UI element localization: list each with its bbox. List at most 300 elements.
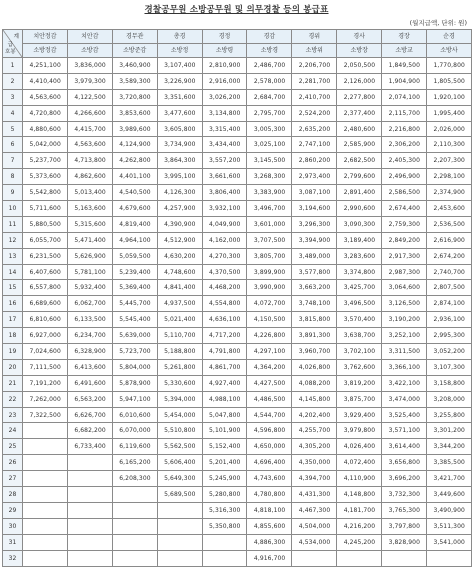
salary-cell: 2,026,000 xyxy=(427,121,472,137)
salary-cell: 5,781,100 xyxy=(67,264,112,280)
salary-cell: 3,601,000 xyxy=(247,216,292,232)
salary-cell: 4,072,400 xyxy=(337,455,382,471)
salary-cell: 2,740,700 xyxy=(427,264,472,280)
salary-cell: 2,277,800 xyxy=(337,89,382,105)
rank-header-police: 경무관 xyxy=(112,30,157,44)
salary-cell: 5,932,400 xyxy=(67,280,112,296)
salary-cell: 3,614,400 xyxy=(382,439,427,455)
salary-cell: 3,875,700 xyxy=(337,391,382,407)
table-row xyxy=(3,248,472,264)
salary-cell: 2,995,300 xyxy=(427,328,472,344)
salary-cell: 3,638,700 xyxy=(337,328,382,344)
table-row xyxy=(3,518,472,534)
salary-cell xyxy=(23,439,68,455)
salary-cell: 3,090,300 xyxy=(337,216,382,232)
table-row xyxy=(3,550,472,566)
salary-cell: 3,720,800 xyxy=(112,89,157,105)
salary-cell: 3,853,600 xyxy=(112,105,157,121)
salary-cell: 4,468,200 xyxy=(202,280,247,296)
table-row xyxy=(3,423,472,439)
grade-cell: 22 xyxy=(3,391,23,407)
grade-cell: 20 xyxy=(3,359,23,375)
table-body xyxy=(3,58,472,567)
grade-cell: 1 xyxy=(3,58,23,74)
salary-cell: 4,886,300 xyxy=(247,534,292,550)
salary-cell: 4,124,900 xyxy=(112,137,157,153)
rank-header-police: 치안정감 xyxy=(23,30,68,44)
salary-cell: 3,449,600 xyxy=(427,487,472,503)
salary-cell: 5,471,400 xyxy=(67,232,112,248)
salary-cell: 5,013,400 xyxy=(67,185,112,201)
salary-cell: 4,364,200 xyxy=(247,359,292,375)
salary-cell: 4,255,700 xyxy=(292,423,337,439)
salary-cell: 5,639,000 xyxy=(112,328,157,344)
salary-cell: 5,445,700 xyxy=(112,296,157,312)
salary-cell: 4,512,900 xyxy=(157,232,202,248)
salary-cell: 4,431,300 xyxy=(292,487,337,503)
salary-cell xyxy=(112,534,157,550)
rank-header-police: 경장 xyxy=(382,30,427,44)
salary-cell: 3,990,900 xyxy=(247,280,292,296)
salary-cell: 6,010,600 xyxy=(112,407,157,423)
salary-cell: 2,807,500 xyxy=(427,280,472,296)
salary-cell: 4,916,700 xyxy=(247,550,292,566)
table-row xyxy=(3,121,472,137)
salary-cell: 2,216,800 xyxy=(382,121,427,137)
salary-cell: 3,351,600 xyxy=(157,89,202,105)
salary-cell: 3,571,100 xyxy=(382,423,427,439)
salary-cell: 5,110,700 xyxy=(157,328,202,344)
salary-cell: 4,717,200 xyxy=(202,328,247,344)
salary-cell: 3,366,100 xyxy=(382,359,427,375)
salary-cell: 4,819,400 xyxy=(112,216,157,232)
salary-cell: 6,062,700 xyxy=(67,296,112,312)
salary-cell: 3,828,900 xyxy=(382,534,427,550)
salary-cell: 3,805,700 xyxy=(247,248,292,264)
salary-cell: 3,979,300 xyxy=(67,73,112,89)
salary-cell: 5,042,000 xyxy=(23,137,68,153)
salary-cell: 5,330,600 xyxy=(157,375,202,391)
salary-cell: 6,810,600 xyxy=(23,312,68,328)
salary-cell: 4,630,200 xyxy=(157,248,202,264)
salary-cell: 5,878,900 xyxy=(112,375,157,391)
table-row xyxy=(3,391,472,407)
grade-cell: 10 xyxy=(3,201,23,217)
salary-cell: 3,762,600 xyxy=(337,359,382,375)
salary-cell: 4,596,800 xyxy=(247,423,292,439)
grade-cell: 32 xyxy=(3,550,23,566)
salary-cell: 2,405,300 xyxy=(382,153,427,169)
rank-header-fire: 소방정감 xyxy=(23,44,68,58)
salary-cell: 5,350,800 xyxy=(202,518,247,534)
salary-cell: 3,797,800 xyxy=(382,518,427,534)
grade-cell: 30 xyxy=(3,518,23,534)
salary-cell: 3,734,900 xyxy=(157,137,202,153)
salary-cell xyxy=(67,550,112,566)
salary-cell: 5,649,300 xyxy=(157,471,202,487)
salary-cell: 4,486,500 xyxy=(247,391,292,407)
grade-cell: 17 xyxy=(3,312,23,328)
table-row xyxy=(3,502,472,518)
table-row xyxy=(3,137,472,153)
salary-cell: 2,916,000 xyxy=(202,73,247,89)
salary-cell: 3,995,100 xyxy=(157,169,202,185)
salary-cell xyxy=(67,455,112,471)
salary-cell: 2,795,700 xyxy=(247,105,292,121)
salary-cell: 5,152,400 xyxy=(202,439,247,455)
salary-cell: 4,743,600 xyxy=(247,471,292,487)
salary-cell: 2,480,600 xyxy=(337,121,382,137)
salary-cell xyxy=(23,455,68,471)
salary-cell: 4,880,600 xyxy=(23,121,68,137)
salary-cell: 4,748,600 xyxy=(157,264,202,280)
grade-cell: 21 xyxy=(3,375,23,391)
salary-cell: 6,689,600 xyxy=(23,296,68,312)
salary-cell: 2,917,300 xyxy=(382,248,427,264)
salary-cell: 7,322,500 xyxy=(23,407,68,423)
salary-cell: 2,891,400 xyxy=(337,185,382,201)
salary-cell: 2,987,300 xyxy=(382,264,427,280)
grade-cell: 26 xyxy=(3,455,23,471)
salary-cell: 3,189,400 xyxy=(337,232,382,248)
salary-cell: 3,268,300 xyxy=(247,169,292,185)
salary-cell: 4,148,800 xyxy=(337,487,382,503)
grade-cell: 6 xyxy=(3,137,23,153)
salary-cell: 3,748,100 xyxy=(292,296,337,312)
salary-cell xyxy=(112,502,157,518)
salary-cell: 3,026,200 xyxy=(202,89,247,105)
salary-cell: 3,489,000 xyxy=(292,248,337,264)
salary-cell: 2,374,900 xyxy=(427,185,472,201)
header-row-fire xyxy=(3,44,472,58)
salary-cell: 6,231,500 xyxy=(23,248,68,264)
salary-cell: 6,413,600 xyxy=(67,359,112,375)
corner-top-label: 계 xyxy=(13,34,19,40)
salary-cell: 3,605,800 xyxy=(157,121,202,137)
salary-cell xyxy=(23,423,68,439)
salary-cell: 2,860,200 xyxy=(292,153,337,169)
salary-cell: 5,245,900 xyxy=(202,471,247,487)
salary-cell: 3,255,800 xyxy=(427,407,472,423)
salary-cell: 5,239,400 xyxy=(112,264,157,280)
grade-cell: 14 xyxy=(3,264,23,280)
salary-cell: 6,733,400 xyxy=(67,439,112,455)
rank-header-fire: 소방준감 xyxy=(112,44,157,58)
unit-note: (월지급액, 단위: 원) xyxy=(409,19,467,27)
salary-cell: 2,126,000 xyxy=(337,73,382,89)
table-row xyxy=(3,169,472,185)
salary-cell: 3,765,300 xyxy=(382,502,427,518)
salary-cell: 4,563,600 xyxy=(67,137,112,153)
salary-cell: 3,979,800 xyxy=(337,423,382,439)
salary-cell: 2,536,500 xyxy=(427,216,472,232)
salary-cell: 3,126,500 xyxy=(382,296,427,312)
rank-header-fire: 소방감 xyxy=(67,44,112,58)
rank-header-police: 치안감 xyxy=(67,30,112,44)
table-row xyxy=(3,471,472,487)
salary-cell xyxy=(202,550,247,566)
salary-cell: 4,245,200 xyxy=(337,534,382,550)
salary-cell: 4,266,600 xyxy=(67,105,112,121)
salary-cell: 5,021,400 xyxy=(157,312,202,328)
salary-cell: 3,899,900 xyxy=(247,264,292,280)
salary-cell: 3,283,600 xyxy=(337,248,382,264)
grade-cell: 5 xyxy=(3,121,23,137)
salary-cell: 5,201,400 xyxy=(202,455,247,471)
salary-cell: 3,511,300 xyxy=(427,518,472,534)
salary-cell: 4,841,400 xyxy=(157,280,202,296)
salary-cell: 5,261,800 xyxy=(157,359,202,375)
salary-cell xyxy=(112,518,157,534)
salary-cell: 3,025,100 xyxy=(247,137,292,153)
salary-cell: 4,202,400 xyxy=(292,407,337,423)
salary-cell: 2,874,100 xyxy=(427,296,472,312)
table-row xyxy=(3,73,472,89)
salary-cell: 5,562,500 xyxy=(157,439,202,455)
table-row xyxy=(3,344,472,360)
salary-cell: 2,377,400 xyxy=(337,105,382,121)
table-row xyxy=(3,375,472,391)
salary-cell: 2,799,600 xyxy=(337,169,382,185)
salary-cell: 4,370,500 xyxy=(202,264,247,280)
salary-cell: 5,606,400 xyxy=(157,455,202,471)
salary-cell: 3,134,800 xyxy=(202,105,247,121)
salary-cell: 5,947,100 xyxy=(112,391,157,407)
salary-cell: 3,656,800 xyxy=(382,455,427,471)
salary-cell: 3,425,700 xyxy=(337,280,382,296)
salary-cell: 3,541,000 xyxy=(427,534,472,550)
salary-cell: 2,616,900 xyxy=(427,232,472,248)
salary-cell: 5,689,500 xyxy=(157,487,202,503)
salary-cell: 2,486,700 xyxy=(247,58,292,74)
salary-cell: 2,115,700 xyxy=(382,105,427,121)
salary-cell: 5,188,800 xyxy=(157,344,202,360)
salary-cell: 2,990,600 xyxy=(337,201,382,217)
salary-cell: 5,373,600 xyxy=(23,169,68,185)
grade-cell: 28 xyxy=(3,487,23,503)
salary-cell: 4,049,900 xyxy=(202,216,247,232)
salary-cell: 3,732,300 xyxy=(382,487,427,503)
rank-header-police: 순경 xyxy=(427,30,472,44)
salary-cell: 3,064,600 xyxy=(382,280,427,296)
salary-cell: 3,490,900 xyxy=(427,502,472,518)
salary-cell xyxy=(23,534,68,550)
salary-cell: 1,849,500 xyxy=(382,58,427,74)
salary-cell: 3,460,900 xyxy=(112,58,157,74)
salary-cell: 3,052,200 xyxy=(427,344,472,360)
grade-cell: 9 xyxy=(3,185,23,201)
grade-cell: 3 xyxy=(3,89,23,105)
salary-cell: 4,162,000 xyxy=(202,232,247,248)
salary-cell: 4,713,800 xyxy=(67,153,112,169)
grade-cell: 7 xyxy=(3,153,23,169)
salary-cell xyxy=(202,534,247,550)
salary-cell: 1,805,500 xyxy=(427,73,472,89)
salary-cell: 2,936,100 xyxy=(427,312,472,328)
salary-cell: 2,110,300 xyxy=(427,137,472,153)
salary-cell xyxy=(157,534,202,550)
rank-header-fire: 소방위 xyxy=(292,44,337,58)
table-row xyxy=(3,487,472,503)
salary-cell: 2,074,100 xyxy=(382,89,427,105)
salary-cell: 4,696,400 xyxy=(247,455,292,471)
salary-cell: 4,679,600 xyxy=(112,201,157,217)
salary-cell: 3,145,500 xyxy=(247,153,292,169)
salary-cell: 1,904,900 xyxy=(382,73,427,89)
grade-cell: 29 xyxy=(3,502,23,518)
salary-cell: 3,252,100 xyxy=(382,328,427,344)
salary-cell: 2,973,400 xyxy=(292,169,337,185)
salary-cell: 2,410,700 xyxy=(292,89,337,105)
salary-cell: 3,434,400 xyxy=(202,137,247,153)
salary-cell xyxy=(427,550,472,566)
salary-cell: 5,047,800 xyxy=(202,407,247,423)
grade-cell: 23 xyxy=(3,407,23,423)
salary-cell: 3,525,400 xyxy=(382,407,427,423)
table-row xyxy=(3,264,472,280)
salary-cell: 4,791,800 xyxy=(202,344,247,360)
salary-cell xyxy=(157,518,202,534)
salary-cell: 4,088,200 xyxy=(292,375,337,391)
salary-cell: 3,932,100 xyxy=(202,201,247,217)
salary-cell: 4,636,100 xyxy=(202,312,247,328)
salary-cell: 4,216,200 xyxy=(337,518,382,534)
salary-cell: 4,026,800 xyxy=(292,359,337,375)
salary-cell: 2,635,200 xyxy=(292,121,337,137)
salary-cell xyxy=(23,518,68,534)
salary-cell: 4,126,300 xyxy=(157,185,202,201)
salary-cell: 5,316,300 xyxy=(202,502,247,518)
salary-cell: 5,369,400 xyxy=(112,280,157,296)
salary-cell: 4,937,500 xyxy=(157,296,202,312)
salary-cell: 3,311,500 xyxy=(382,344,427,360)
salary-cell: 6,557,800 xyxy=(23,280,68,296)
table-row xyxy=(3,455,472,471)
salary-cell: 6,165,200 xyxy=(112,455,157,471)
grade-cell: 24 xyxy=(3,423,23,439)
salary-cell: 2,585,900 xyxy=(337,137,382,153)
salary-cell: 5,280,800 xyxy=(202,487,247,503)
salary-cell: 3,960,700 xyxy=(292,344,337,360)
salary-cell xyxy=(23,502,68,518)
grade-cell: 8 xyxy=(3,169,23,185)
salary-cell: 4,350,000 xyxy=(292,455,337,471)
salary-cell: 3,374,800 xyxy=(337,264,382,280)
salary-cell: 4,181,700 xyxy=(337,502,382,518)
grade-cell: 15 xyxy=(3,280,23,296)
salary-cell: 3,836,000 xyxy=(67,58,112,74)
table-row xyxy=(3,296,472,312)
salary-cell: 4,415,700 xyxy=(67,121,112,137)
salary-cell: 3,496,700 xyxy=(247,201,292,217)
table-row xyxy=(3,153,472,169)
rank-header-police: 경감 xyxy=(247,30,292,44)
salary-cell: 7,191,200 xyxy=(23,375,68,391)
salary-cell: 3,891,300 xyxy=(292,328,337,344)
salary-cell: 4,305,200 xyxy=(292,439,337,455)
salary-cell: 3,421,700 xyxy=(427,471,472,487)
salary-cell: 3,477,600 xyxy=(157,105,202,121)
salary-cell: 4,554,800 xyxy=(202,296,247,312)
salary-cell xyxy=(67,471,112,487)
grade-cell: 19 xyxy=(3,344,23,360)
salary-cell: 4,410,400 xyxy=(23,73,68,89)
salary-cell: 6,563,200 xyxy=(67,391,112,407)
corner-bottom-label: 급 호봉 xyxy=(5,42,16,55)
salary-cell: 4,257,900 xyxy=(157,201,202,217)
table-row xyxy=(3,232,472,248)
salary-cell: 3,315,400 xyxy=(202,121,247,137)
grade-cell: 12 xyxy=(3,232,23,248)
salary-cell: 4,534,000 xyxy=(292,534,337,550)
salary-cell: 5,163,600 xyxy=(67,201,112,217)
salary-cell: 3,190,200 xyxy=(382,312,427,328)
salary-cell: 3,496,500 xyxy=(337,296,382,312)
salary-cell: 7,262,000 xyxy=(23,391,68,407)
salary-cell: 2,524,200 xyxy=(292,105,337,121)
salary-cell: 2,207,300 xyxy=(427,153,472,169)
header-row-police xyxy=(3,30,472,44)
salary-cell: 3,385,500 xyxy=(427,455,472,471)
salary-cell: 3,087,100 xyxy=(292,185,337,201)
salary-cell xyxy=(112,487,157,503)
salary-cell xyxy=(112,550,157,566)
rank-header-fire: 소방사 xyxy=(427,44,472,58)
salary-cell xyxy=(67,502,112,518)
grade-cell: 4 xyxy=(3,105,23,121)
rank-header-police: 총경 xyxy=(157,30,202,44)
salary-cell: 2,453,600 xyxy=(427,201,472,217)
salary-cell: 5,101,900 xyxy=(202,423,247,439)
salary-cell: 3,107,400 xyxy=(157,58,202,74)
salary-cell: 3,296,300 xyxy=(292,216,337,232)
salary-cell: 2,206,700 xyxy=(292,58,337,74)
salary-cell: 6,055,700 xyxy=(23,232,68,248)
salary-cell: 3,819,200 xyxy=(337,375,382,391)
salary-cell: 4,780,800 xyxy=(247,487,292,503)
table-row xyxy=(3,185,472,201)
salary-cell: 3,158,800 xyxy=(427,375,472,391)
salary-cell: 2,674,200 xyxy=(427,248,472,264)
salary-cell: 4,861,700 xyxy=(202,359,247,375)
salary-cell xyxy=(23,550,68,566)
table-row xyxy=(3,328,472,344)
corner-cell xyxy=(3,30,23,58)
table-row xyxy=(3,439,472,455)
salary-cell: 2,496,900 xyxy=(382,169,427,185)
salary-cell: 5,237,700 xyxy=(23,153,68,169)
salary-cell: 6,927,000 xyxy=(23,328,68,344)
grade-cell: 13 xyxy=(3,248,23,264)
salary-cell: 4,927,400 xyxy=(202,375,247,391)
salary-cell: 3,864,300 xyxy=(157,153,202,169)
salary-cell: 6,119,600 xyxy=(112,439,157,455)
salary-cell: 2,298,100 xyxy=(427,169,472,185)
rank-header-police: 경위 xyxy=(292,30,337,44)
salary-cell xyxy=(23,471,68,487)
salary-cell: 2,684,700 xyxy=(247,89,292,105)
salary-cell xyxy=(157,502,202,518)
grade-cell: 16 xyxy=(3,296,23,312)
salary-cell: 3,383,900 xyxy=(247,185,292,201)
salary-cell: 6,626,700 xyxy=(67,407,112,423)
grade-cell: 27 xyxy=(3,471,23,487)
salary-cell: 3,557,200 xyxy=(202,153,247,169)
salary-cell: 4,650,000 xyxy=(247,439,292,455)
salary-cell xyxy=(382,550,427,566)
salary-cell: 2,759,300 xyxy=(382,216,427,232)
salary-cell: 5,510,800 xyxy=(157,423,202,439)
